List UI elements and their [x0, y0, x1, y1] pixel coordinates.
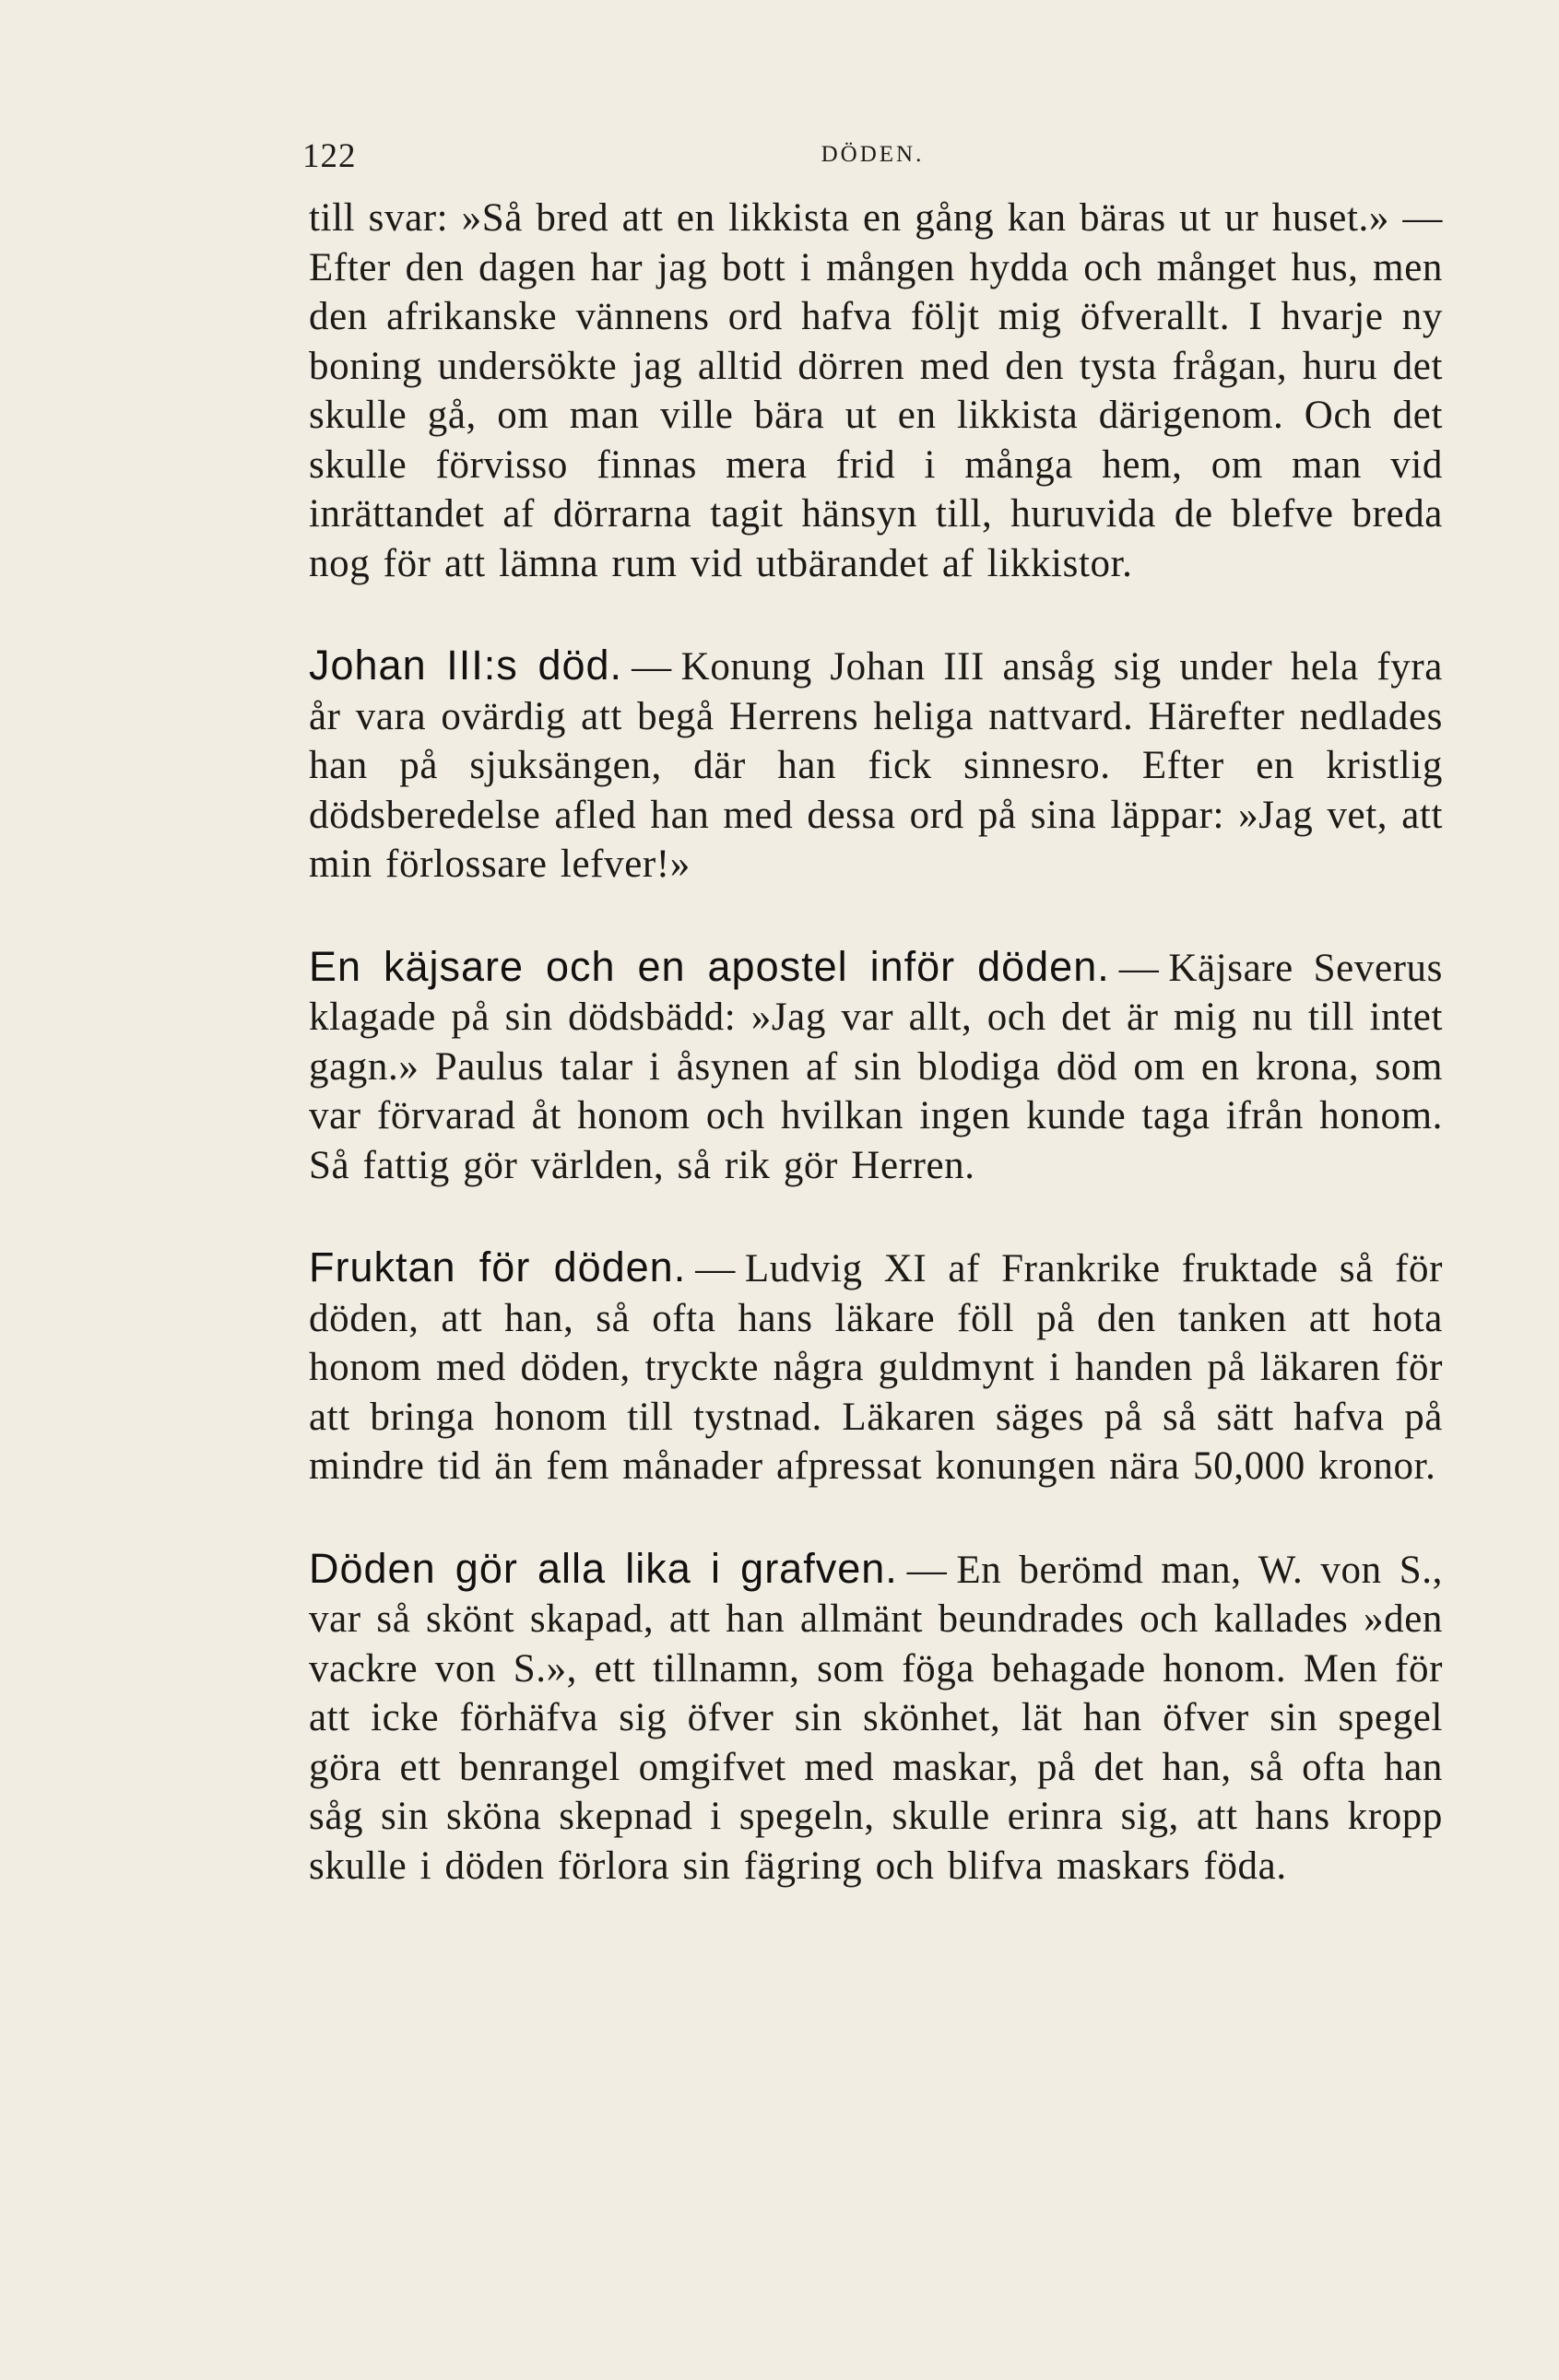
section-text: Konung Johan III ansåg sig under hela fyra år vara ovärdig att begå Herrens heliga nattvard. Härefter nedlades han på sjuksängen, där han fick sinnesro. Efter en kristlig dödsberedelse afled han med dessa ord på sina läppar: »Jag vet, att min förlossare lefver!» — [309, 645, 1443, 886]
section-johan-iii — [309, 641, 1443, 890]
em-dash: — — [632, 645, 672, 689]
em-dash: — — [695, 1247, 736, 1290]
section-title: En käjsare och en apostel inför döden. — [309, 942, 1110, 990]
section-kejsare-apostel — [309, 942, 1443, 1191]
section-text: Käjsare Severus klagade på sin dödsbädd: »Jag var allt, och det är mig nu till intet gagn.» Paulus talar i åsynen af sin blodiga död om en krona, som var förvarad åt honom och hvilkan ingen kunde taga ifrån honom. Så fattig gör världen, så rik gör Herren. — [309, 946, 1443, 1187]
running-head: DÖDEN. — [821, 142, 925, 167]
section-title: Fruktan för döden. — [309, 1243, 687, 1290]
em-dash: — — [906, 1548, 948, 1592]
page-header — [302, 136, 1443, 183]
section-title: Döden gör alla lika i grafven. — [309, 1544, 898, 1592]
page-body — [309, 194, 1443, 1891]
section-text: Ludvig XI af Frankrike fruktade så för döden, att han, så ofta hans läkare föll på den tanken att hota honom med döden, tryckte några guldmynt i handen på läkaren för att bringa honom till tystnad. Läkaren säges på så sätt hafva på mindre tid än fem månader afpressat konungen nära 50,000 kronor. — [309, 1247, 1443, 1488]
intro-paragraph: till svar: »Så bred att en likkista en gång kan bäras ut ur huset.» — Efter den dagen har jag bott i mången hydda och månget hus, men den afrikanske vännens ord hafva följt mig öfverallt. I hvarje ny boning undersökte jag alltid dörren med den tysta frågan, huru det skulle gå, om man ville bära ut en likkista därigenom. Och det skulle förvisso finnas mera frid i många hem, om man vid inrättandet af dörrarna tagit hänsyn till, huruvida de blefve breda nog för att lämna rum vid utbärandet af likkistor. — [309, 196, 1443, 585]
em-dash: — — [1118, 946, 1160, 990]
page-number: 122 — [302, 137, 357, 175]
section-text: En berömd man, W. von S., var så skönt skapad, att han allmänt beundrades och kallades »den vackre von S.», ett tillnamn, som föga behagade honom. Men för att icke förhäfva sig öfver sin skönhet, lät han öfver sin spegel göra ett benrangel omgifvet med maskar, på det han, så ofta han såg sin sköna skepnad i spegeln, skulle erinra sig, att hans kropp skulle i döden förlora sin fägring och blifva maskars föda. — [309, 1548, 1443, 1888]
section-title: Johan III:s död. — [309, 642, 623, 689]
section-fruktan — [309, 1243, 1443, 1491]
section-doden-lika — [309, 1544, 1443, 1891]
